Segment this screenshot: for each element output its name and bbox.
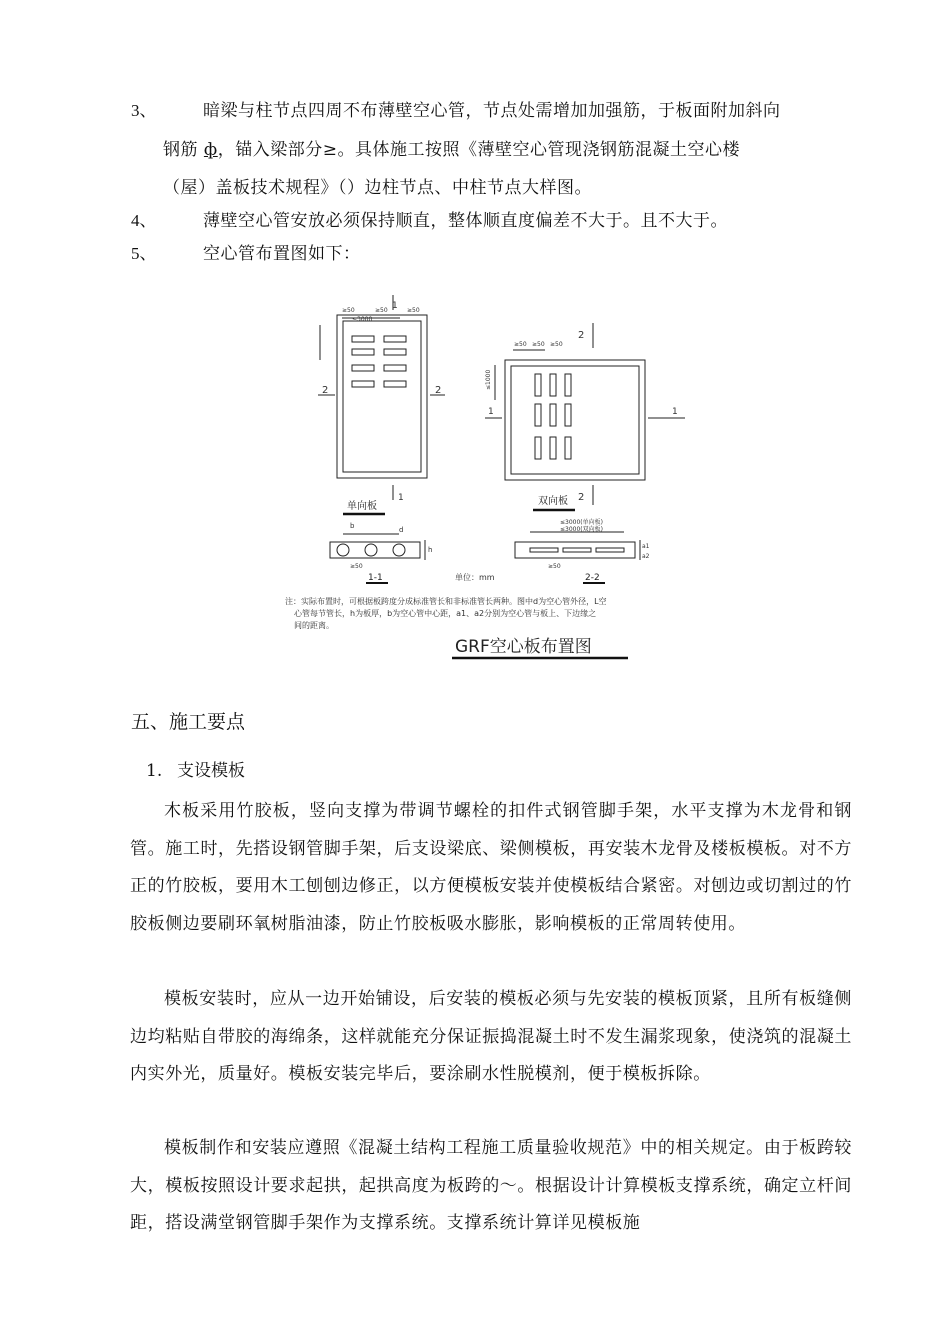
paragraph-3: 模板制作和安装应遵照《混凝土结构工程施工质量验收规范》中的相关规定。由于板跨较大，模板按照设计要求起拱，起拱高度为板跨的～。根据设计计算模板支撑系统，确定立杆间距，搭设满堂钢管脚手架作为支撑系统。支撑系统计算详见模板施 — [130, 1138, 852, 1233]
rebar-symbol: ф — [203, 140, 218, 160]
dim-50-a: ≥50 — [342, 307, 355, 314]
single-plate-outer — [337, 315, 427, 478]
section-heading: 五、施工要点 — [131, 711, 246, 733]
item-3-line-2-rest: ，锚入梁部分≥。具体施工按照《薄壁空心管现浇钢筋混凝土空心楼 — [217, 140, 740, 160]
item-5-line-1: 空心管布置图如下： — [203, 244, 361, 264]
dim-50-d: ≥50 — [514, 341, 527, 348]
label-a2: a2 — [642, 553, 650, 560]
dim-50-c: ≥50 — [407, 307, 420, 314]
mark-2-right: 2 — [435, 385, 442, 396]
mark-2-bottom: 2 — [578, 492, 585, 503]
label-h: h — [428, 546, 433, 554]
mark-1-right: 1 — [672, 407, 678, 417]
mark-2-top: 2 — [578, 330, 585, 341]
item-5-number: 5、 — [131, 244, 157, 263]
hollow-tube-layout-figure — [280, 290, 720, 670]
double-plate-tubes — [535, 374, 571, 459]
unit-label: 单位：mm — [455, 573, 495, 582]
label-single-plate: 单向板 — [347, 501, 377, 512]
dim-3000-double: ≤3000(双向板) — [560, 526, 603, 533]
item-3-line-3: （屋）盖板技术规程》（）边柱节点、中柱节点大样图。 — [163, 178, 592, 198]
mark-1-left: 1 — [488, 407, 494, 417]
subheading-title: 支设模板 — [177, 761, 245, 781]
label-a1: a1 — [642, 543, 650, 550]
dim-3000-single: ≤3000(单向板) — [560, 519, 603, 526]
item-3-line-2-text: 钢筋 — [163, 140, 198, 160]
dim-50-g: ≥50 — [350, 563, 363, 570]
subheading-number: 1. — [146, 761, 163, 781]
section-22-label: 2-2 — [585, 573, 600, 583]
single-plate-tubes — [352, 336, 406, 387]
item-3-line-1: 暗梁与柱节点四周不布薄壁空心管，节点处需增加加强筋，于板面附加斜向 — [203, 101, 781, 121]
dim-50-h: ≥50 — [548, 563, 561, 570]
item-3-line-2a — [163, 138, 740, 162]
item-4-line-1: 薄壁空心管安放必须保持顺直，整体顺直度偏差不大于。且不大于。 — [203, 211, 728, 231]
dim-1000: ≤1000 — [485, 369, 492, 390]
note-line-1: 注：实际布置时，可根据板跨度分成标准管长和非标准管长两种。图中d为空心管外径，L空 — [285, 597, 607, 606]
paragraph-2: 模板安装时，应从一边开始铺设，后安装的模板必须与先安装的模板顶紧，且所有板缝侧边均粘贴自带胶的海绵条，这样就能充分保证振捣混凝土时不发生漏浆现象，使浇筑的混凝土内实外光，质量好。模板安装完毕后，要涂刷水性脱模剂，便于模板拆除。 — [130, 989, 852, 1084]
note-line-3: 间的距离。 — [294, 621, 334, 630]
label-d: d — [399, 526, 404, 534]
item-3-number: 3、 — [131, 101, 157, 120]
label-b: b — [350, 522, 355, 530]
item-4-number: 4、 — [131, 211, 157, 230]
figure-title: GRF空心板布置图 — [455, 637, 592, 657]
dim-50-f: ≥50 — [550, 341, 563, 348]
dim-3000: ≤3000 — [352, 316, 373, 323]
dim-50-e: ≥50 — [532, 341, 545, 348]
double-plate-inner — [511, 366, 639, 474]
paragraph-1: 木板采用竹胶板，竖向支撑为带调节螺栓的扣件式钢管脚手架，水平支撑为木龙骨和钢管。施工时，先搭设钢管脚手架，后支设梁底、梁侧模板，再安装木龙骨及楼板模板。对不方正的竹胶板，要用木工刨刨边修正，以方便模板安装并使模板结合紧密。对刨边或切割过的竹胶板侧边要刷环氧树脂油漆，防止竹胶板吸水膨胀，影响模板的正常周转使用。 — [130, 801, 852, 934]
double-plate-outer — [505, 360, 645, 480]
mark-1-bottom: 1 — [398, 493, 404, 503]
dim-50-b: ≥50 — [375, 307, 388, 314]
note-line-2: 心管每节管长，h为板厚，b为空心管中心距，a1、a2分别为空心管与板上、下边缘之 — [294, 609, 597, 618]
mark-2-left: 2 — [322, 385, 329, 396]
single-plate-inner — [343, 321, 421, 472]
label-double-plate: 双向板 — [538, 496, 568, 507]
section-22-slab — [515, 542, 635, 558]
mark-1-top: 1 — [392, 301, 398, 311]
section-11-label: 1-1 — [368, 573, 383, 583]
